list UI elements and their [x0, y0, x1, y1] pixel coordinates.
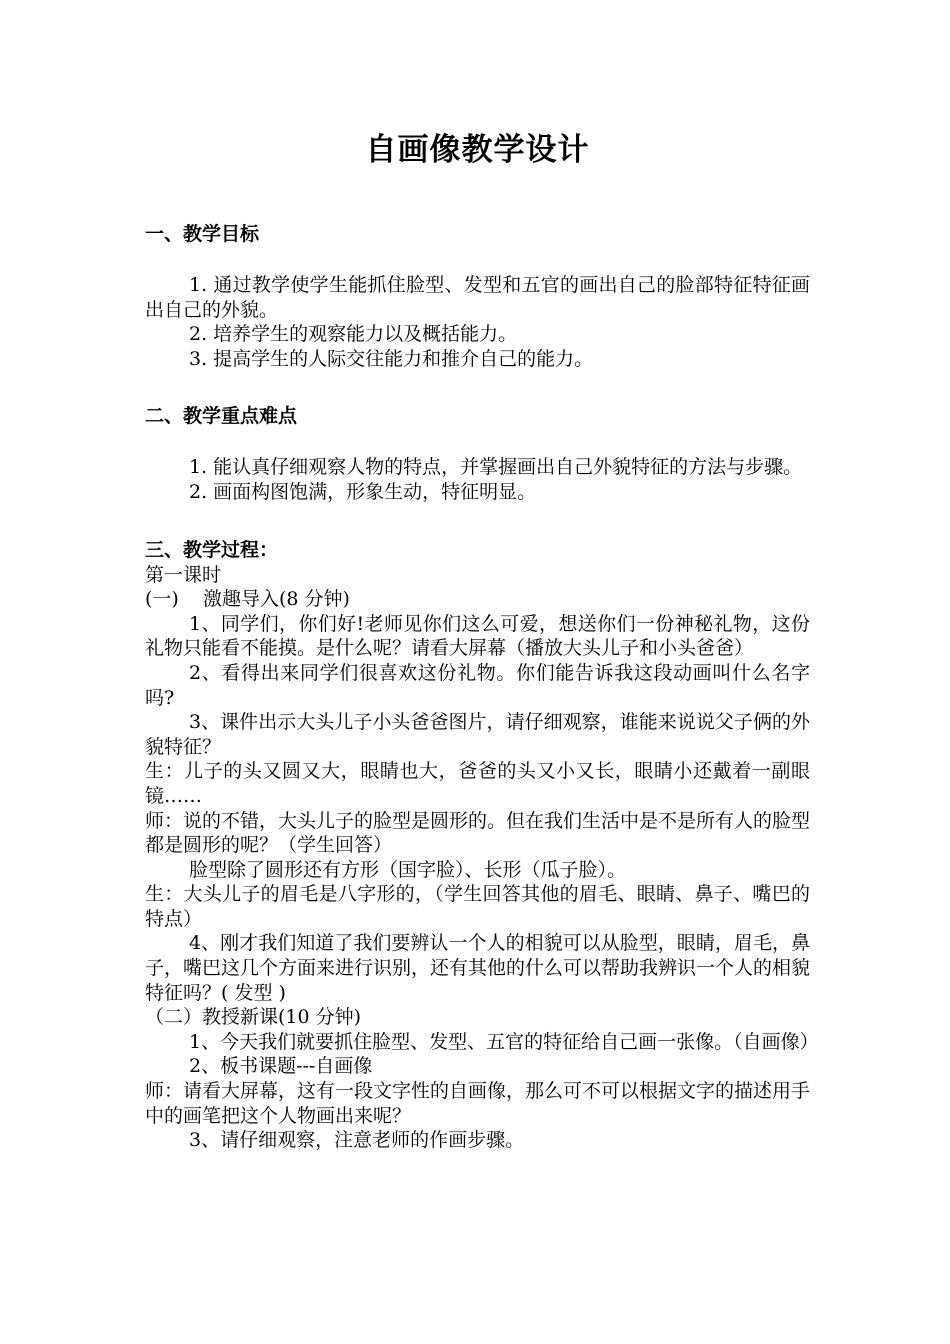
section-teaching-objectives	[145, 222, 810, 371]
process-line: 师：请看大屏幕，这有一段文字性的自画像，那么可不可以根据文字的描述用手中的画笔把这个人物画出来呢？	[145, 1080, 811, 1127]
objective-item: 3. 提高学生的人际交往能力和推介自己的能力。	[189, 347, 594, 370]
process-line: （二）教授新课(10 分钟)	[145, 1006, 362, 1029]
process-line: 第一课时	[145, 563, 222, 586]
section-heading: 二、教学重点难点	[145, 405, 298, 428]
section-heading: 三、教学过程：	[145, 538, 279, 561]
process-line: 脸型除了圆形还有方形（国字脸）、长形（瓜子脸）。	[189, 858, 627, 881]
objective-item: 2. 培养学生的观察能力以及概括能力。	[189, 323, 518, 346]
process-line: 3、课件出示大头儿子小头爸爸图片，请仔细观察，谁能来说说父子俩的外貌特征？	[145, 711, 810, 758]
difficulty-item: 2. 画面构图饱满，形象生动，特征明显。	[189, 480, 537, 503]
section-key-difficulties	[145, 404, 810, 504]
difficulty-item: 1. 能认真仔细观察人物的特点，并掌握画出自己外貌特征的方法与步骤。	[189, 456, 803, 479]
process-line: 3、请仔细观察，注意老师的作画步骤。	[189, 1129, 525, 1152]
process-line: (一) 激趣导入(8 分钟)	[145, 588, 350, 611]
process-line: 生：大头儿子的眉毛是八字形的，（学生回答其他的眉毛、眼睛、鼻子、嘴巴的特点）	[145, 883, 810, 930]
process-line: 师：说的不错，大头儿子的脸型是圆形的。但在我们生活中是不是所有人的脸型都是圆形的呢？（学生回答）	[145, 809, 811, 857]
process-line: 2、看得出来同学们很喜欢这份礼物。你们能告诉我这段动画叫什么名字吗?	[145, 661, 810, 709]
section-teaching-process	[145, 538, 819, 1153]
process-line: 4、刚才我们知道了我们要辨认一个人的相貌可以从脸型，眼睛，眉毛，鼻子，嘴巴这几个方面来进行识别，还有其他的什么可以帮助我辨识一个人的相貌特征吗？( 发型 )	[145, 932, 811, 1004]
process-line: 2、板书课题---自画像	[189, 1055, 373, 1078]
process-line: 1、同学们，你们好!老师见你们这么可爱，想送你们一份神秘礼物，这份礼物只能看不能摸。是什么呢？请看大屏幕（播放大头儿子和小头爸爸）	[145, 612, 810, 660]
document-title: 自画像教学设计	[365, 132, 590, 168]
process-line: 1、今天我们就要抓住脸型、发型、五官的特征给自己画一张像。（自画像）	[189, 1030, 819, 1053]
objective-item: 1. 通过教学使学生能抓住脸型、发型和五官的画出自己的脸部特征特征画出自己的外貌。	[145, 274, 810, 321]
process-line: 生：儿子的头又圆又大，眼睛也大，爸爸的头又小又长，眼睛小还戴着一副眼镜……	[145, 760, 810, 807]
section-heading: 一、教学目标	[145, 223, 260, 245]
